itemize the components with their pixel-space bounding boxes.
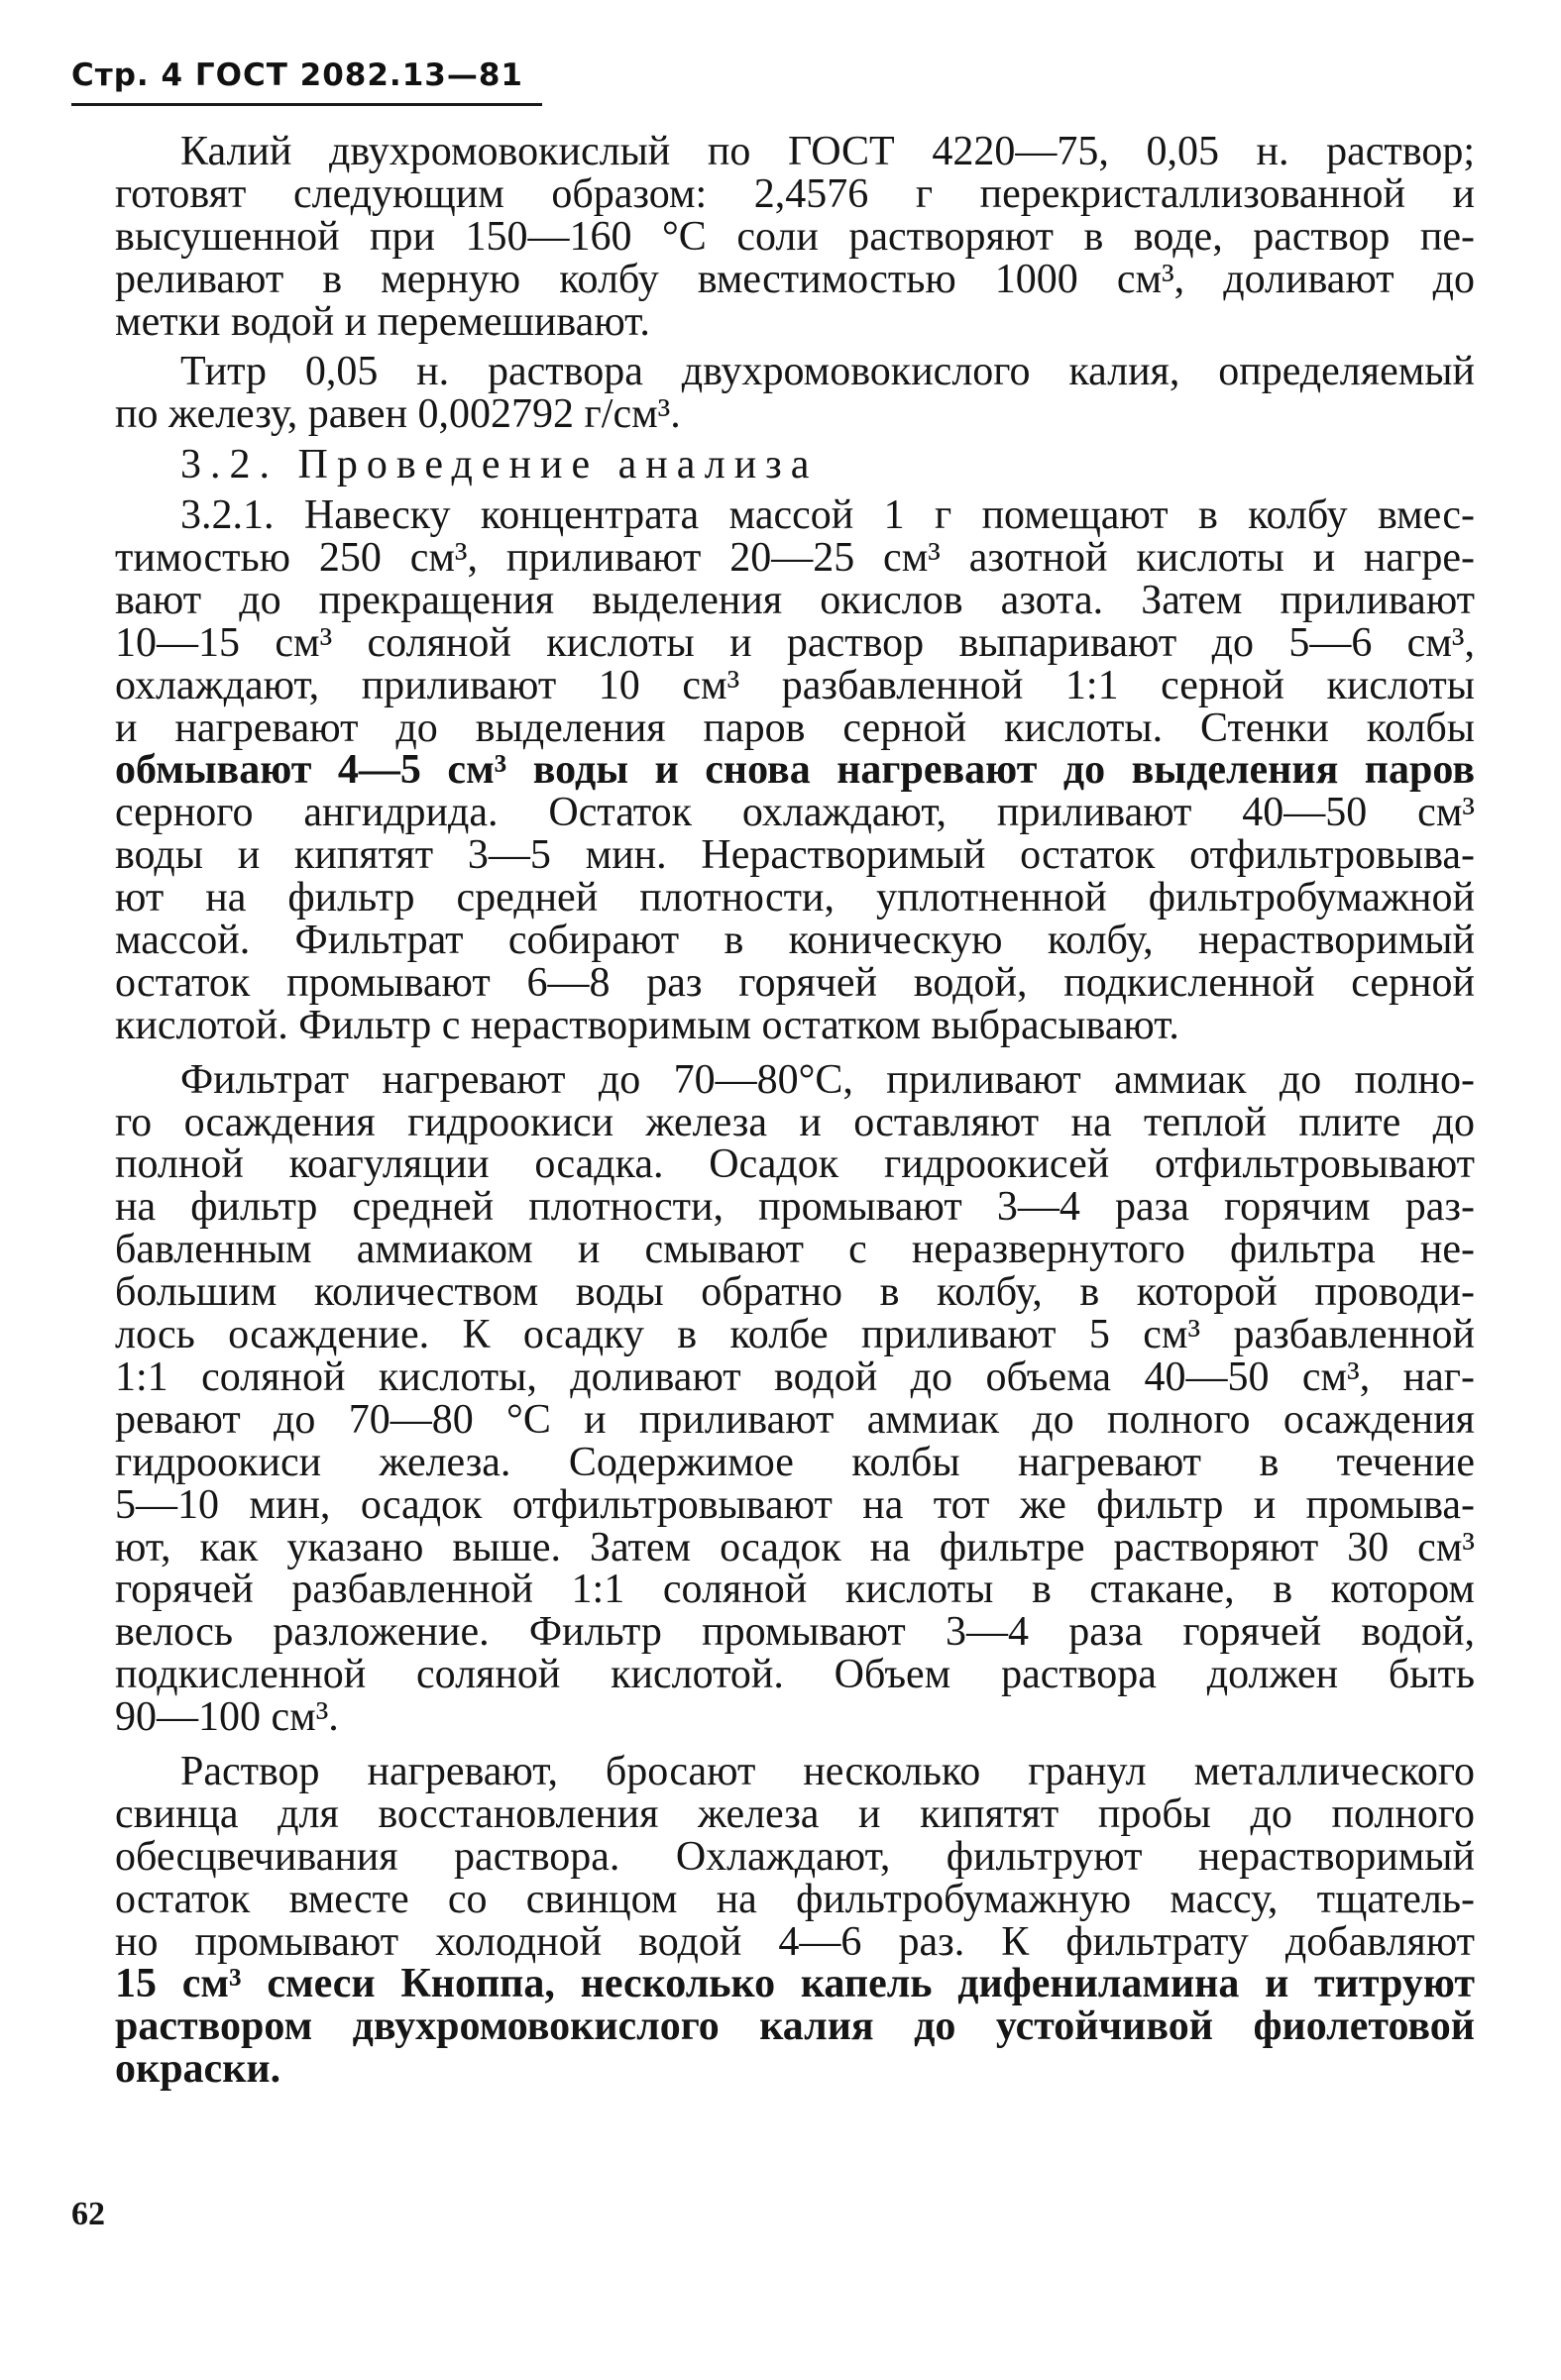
text-line: ревают до 70—80 °С и приливают аммиак до полного осаждения: [115, 1396, 1475, 1443]
text-line: готовят следующим образом: 2,4576 г перекристаллизованной и: [115, 170, 1475, 217]
text-line: 15 см³ смеси Кноппа, несколько капель дифениламина и титруют: [115, 1961, 1475, 2007]
text-line: 90—100 см³.: [115, 1694, 339, 1741]
text-line: тимостью 250 см³, приливают 20—25 см³ азотной кислоты и нагре-: [115, 535, 1475, 582]
text-line: и нагревают до выделения паров серной кислоты. Стенки колбы: [115, 704, 1475, 751]
body-text: [115, 131, 1475, 2091]
text-line: Раствор нагревают, бросают несколько гранул металлического: [180, 1748, 1475, 1794]
text-line: раствором двухромовокислого калия до устойчивой фиолетовой: [115, 2003, 1475, 2050]
text-line: 5—10 мин, осадок отфильтровывают на тот же фильтр и промыва-: [115, 1481, 1475, 1528]
text-line: го осаждения гидроокиси железа и оставляют на теплой плите до: [115, 1099, 1475, 1145]
titer-paragraph: [115, 351, 1475, 436]
text-line: свинца для восстановления железа и кипятят пробы до полного: [115, 1790, 1475, 1837]
text-line: вают до прекращения выделения окислов азота. Затем приливают: [115, 577, 1475, 623]
solution-paragraph: [115, 1748, 1475, 2093]
text-line: воды и кипятят 3—5 мин. Нерастворимый остаток отфильтровыва-: [115, 832, 1475, 879]
text-line: обесцвечивания раствора. Охлаждают, фильтруют нерастворимый: [115, 1833, 1475, 1880]
text-line: гидроокиси железа. Содержимое колбы нагревают в течение: [115, 1439, 1475, 1485]
header-rule: [71, 103, 542, 106]
text-line: реливают в мерную колбу вместимостью 1000 см³, доливают до: [115, 256, 1475, 302]
text-line: Титр 0,05 н. раствора двухромовокислого калия, определяемый: [180, 349, 1475, 395]
text-line: по железу, равен 0,002792 г/см³.: [115, 391, 681, 438]
text-line: ют, как указано выше. Затем осадок на фильтре растворяют 30 см³: [115, 1524, 1475, 1570]
reagent-paragraph: [115, 131, 1475, 343]
text-line: массой. Фильтрат собирают в коническую колбу, нерастворимый: [115, 918, 1475, 964]
text-line: остаток промывают 6—8 раз горячей водой, подкисленной серной: [115, 959, 1475, 1006]
text-line: ют на фильтр средней плотности, уплотненной фильтробумажной: [115, 875, 1475, 921]
text-line: Фильтрат нагревают до 70—80°С, приливают аммиак до полно-: [180, 1056, 1475, 1103]
text-line: 3.2.1. Навеску концентрата массой 1 г помещают в колбу вмес-: [180, 492, 1475, 539]
text-line: горячей разбавленной 1:1 соляной кислоты в стакане, в котором: [115, 1567, 1475, 1613]
text-line: большим количеством воды обратно в колбу, в которой проводи-: [115, 1269, 1475, 1316]
text-line: велось разложение. Фильтр промывают 3—4 раза горячей водой,: [115, 1609, 1475, 1656]
text-line: охлаждают, приливают 10 см³ разбавленной 1:1 серной кислоты: [115, 662, 1475, 708]
text-line: обмывают 4—5 см³ воды и снова нагревают до выделения паров: [115, 747, 1475, 794]
text-line: остаток вместе со свинцом на фильтробумажную массу, тщатель-: [115, 1876, 1475, 1922]
text-line: бавленным аммиаком и смывают с неразвернутого фильтра не-: [115, 1227, 1475, 1273]
text-line: серного ангидрида. Остаток охлаждают, приливают 40—50 см³: [115, 790, 1475, 836]
clause-paragraph: [115, 494, 1475, 1047]
text-line: окраски.: [115, 2046, 281, 2093]
page-number: 62: [71, 2196, 105, 2232]
text-line: 1:1 соляной кислоты, доливают водой до объема 40—50 см³, наг-: [115, 1353, 1475, 1400]
text-line: лось осаждение. К осадку в колбе приливают 5 см³ разбавленной: [115, 1312, 1475, 1358]
text-line: полной коагуляции осадка. Осадок гидроокисей отфильтровывают: [115, 1141, 1475, 1188]
text-line: но промывают холодной водой 4—6 раз. К фильтрату добавляют: [115, 1918, 1475, 1965]
text-line: подкисленной соляной кислотой. Объем раствора должен быть: [115, 1652, 1475, 1698]
text-line: 10—15 см³ соляной кислоты и раствор выпаривают до 5—6 см³,: [115, 619, 1475, 666]
running-head: Стр. 4 ГОСТ 2082.13—81: [71, 57, 523, 93]
text-line: на фильтр средней плотности, промывают 3—4 раза горячим раз-: [115, 1184, 1475, 1231]
section-heading: 3.2. Проведение анализа: [180, 442, 819, 488]
text-line: кислотой. Фильтр с нерастворимым остатком выбрасывают.: [115, 1002, 1179, 1048]
text-line: Калий двухромовокислый по ГОСТ 4220—75, 0,05 н. раствор;: [180, 129, 1475, 174]
text-line: метки водой и перемешивают.: [115, 298, 650, 345]
filtrate-paragraph: [115, 1056, 1475, 1741]
text-line: высушенной при 150—160 °С соли растворяют в воде, раствор пе-: [115, 213, 1475, 260]
